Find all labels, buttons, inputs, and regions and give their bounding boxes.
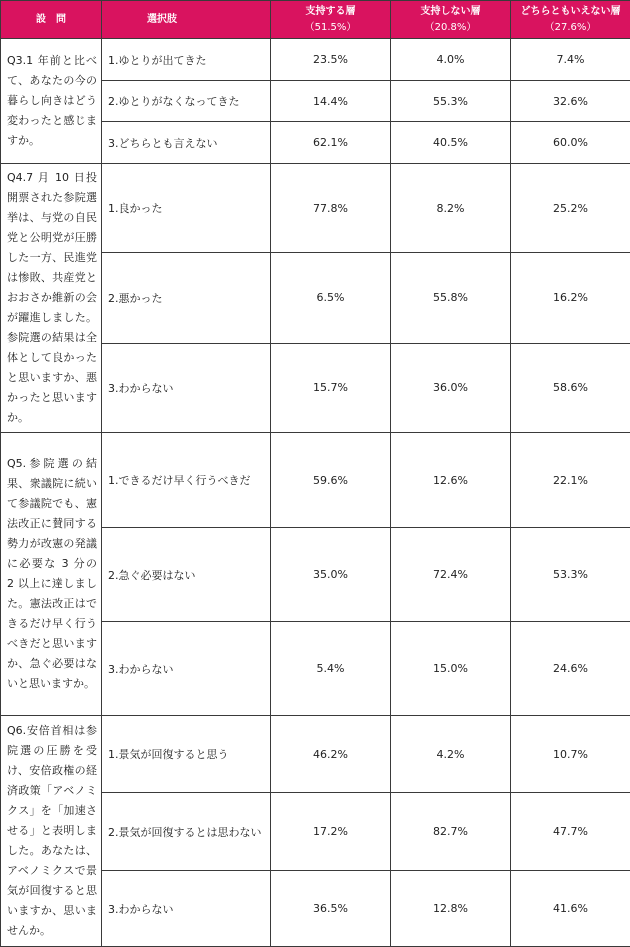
value-cell: 15.0% (391, 622, 511, 716)
group-label: 支持しない層 (421, 6, 481, 17)
value-cell: 36.0% (391, 343, 511, 432)
value-cell: 46.2% (271, 716, 391, 793)
value-cell: 23.5% (271, 39, 391, 81)
value-cell: 4.2% (391, 716, 511, 793)
header-group-neutral (511, 1, 630, 39)
value-cell: 55.3% (391, 81, 511, 122)
value-cell: 62.1% (271, 122, 391, 164)
question-cell: Q3.1 年前と比べて、あなたの今の暮らし向きはどう変わったと感じますか。 (1, 39, 102, 164)
value-cell: 6.5% (271, 253, 391, 343)
value-cell: 60.0% (511, 122, 630, 164)
value-cell: 5.4% (271, 622, 391, 716)
group-pct: （20.8%） (391, 20, 510, 36)
value-cell: 58.6% (511, 343, 630, 432)
header-question: 設 問 (1, 1, 102, 39)
value-cell: 35.0% (271, 528, 391, 622)
value-cell: 22.1% (511, 433, 630, 528)
value-cell: 15.7% (271, 343, 391, 432)
table-row (1, 39, 630, 81)
header-group-nonsupport (391, 1, 511, 39)
group-label: 支持する層 (306, 6, 356, 17)
value-cell: 32.6% (511, 81, 630, 122)
header-choice: 選択肢 (102, 1, 271, 39)
choice-cell: 1.良かった (102, 164, 271, 253)
value-cell: 12.6% (391, 433, 511, 528)
value-cell: 36.5% (271, 871, 391, 947)
value-cell: 8.2% (391, 164, 511, 253)
header-group-support (271, 1, 391, 39)
value-cell: 72.4% (391, 528, 511, 622)
choice-cell: 2.ゆとりがなくなってきた (102, 81, 271, 122)
group-pct: （27.6%） (511, 20, 630, 36)
choice-cell: 3.どちらとも言えない (102, 122, 271, 164)
value-cell: 16.2% (511, 253, 630, 343)
value-cell: 25.2% (511, 164, 630, 253)
choice-cell: 1.景気が回復すると思う (102, 716, 271, 793)
table-row (1, 164, 630, 253)
choice-cell: 3.わからない (102, 871, 271, 947)
question-cell: Q5.参院選の結果、衆議院に続いて参議院でも、憲法改正に賛同する勢力が改憲の発議に必要な 3 分の 2 以上に達しました。憲法改正はできるだけ早く行うべきだと思いますか、急ぐ必要はないと思いますか。 (1, 433, 102, 716)
choice-cell: 3.わからない (102, 343, 271, 432)
choice-cell: 2.急ぐ必要はない (102, 528, 271, 622)
value-cell: 14.4% (271, 81, 391, 122)
value-cell: 10.7% (511, 716, 630, 793)
table-row (1, 716, 630, 793)
value-cell: 47.7% (511, 793, 630, 871)
group-pct: （51.5%） (271, 20, 390, 36)
value-cell: 17.2% (271, 793, 391, 871)
value-cell: 59.6% (271, 433, 391, 528)
choice-cell: 1.できるだけ早く行うべきだ (102, 433, 271, 528)
value-cell: 4.0% (391, 39, 511, 81)
value-cell: 53.3% (511, 528, 630, 622)
value-cell: 41.6% (511, 871, 630, 947)
choice-cell: 2.景気が回復するとは思わない (102, 793, 271, 871)
question-cell: Q6.安倍首相は参院選の圧勝を受け、安倍政権の経済政策「アベノミクス」を「加速させる」と表明しました。あなたは、アベノミクスで景気が回復すると思いますか、思いませんか。 (1, 716, 102, 947)
value-cell: 55.8% (391, 253, 511, 343)
table-row (1, 433, 630, 528)
value-cell: 40.5% (391, 122, 511, 164)
value-cell: 7.4% (511, 39, 630, 81)
header-row (1, 1, 630, 39)
choice-cell: 2.悪かった (102, 253, 271, 343)
value-cell: 77.8% (271, 164, 391, 253)
question-cell: Q4.7 月 10 日投開票された参院選挙は、与党の自民党と公明党が圧勝した一方、民進党は惨敗、共産党とおおさか維新の会が躍進しました。参院選の結果は全体として良かったと思いますか、悪かったと思いますか。 (1, 164, 102, 433)
value-cell: 82.7% (391, 793, 511, 871)
group-label: どちらともいえない層 (521, 6, 621, 17)
value-cell: 12.8% (391, 871, 511, 947)
value-cell: 24.6% (511, 622, 630, 716)
choice-cell: 1.ゆとりが出てきた (102, 39, 271, 81)
choice-cell: 3.わからない (102, 622, 271, 716)
